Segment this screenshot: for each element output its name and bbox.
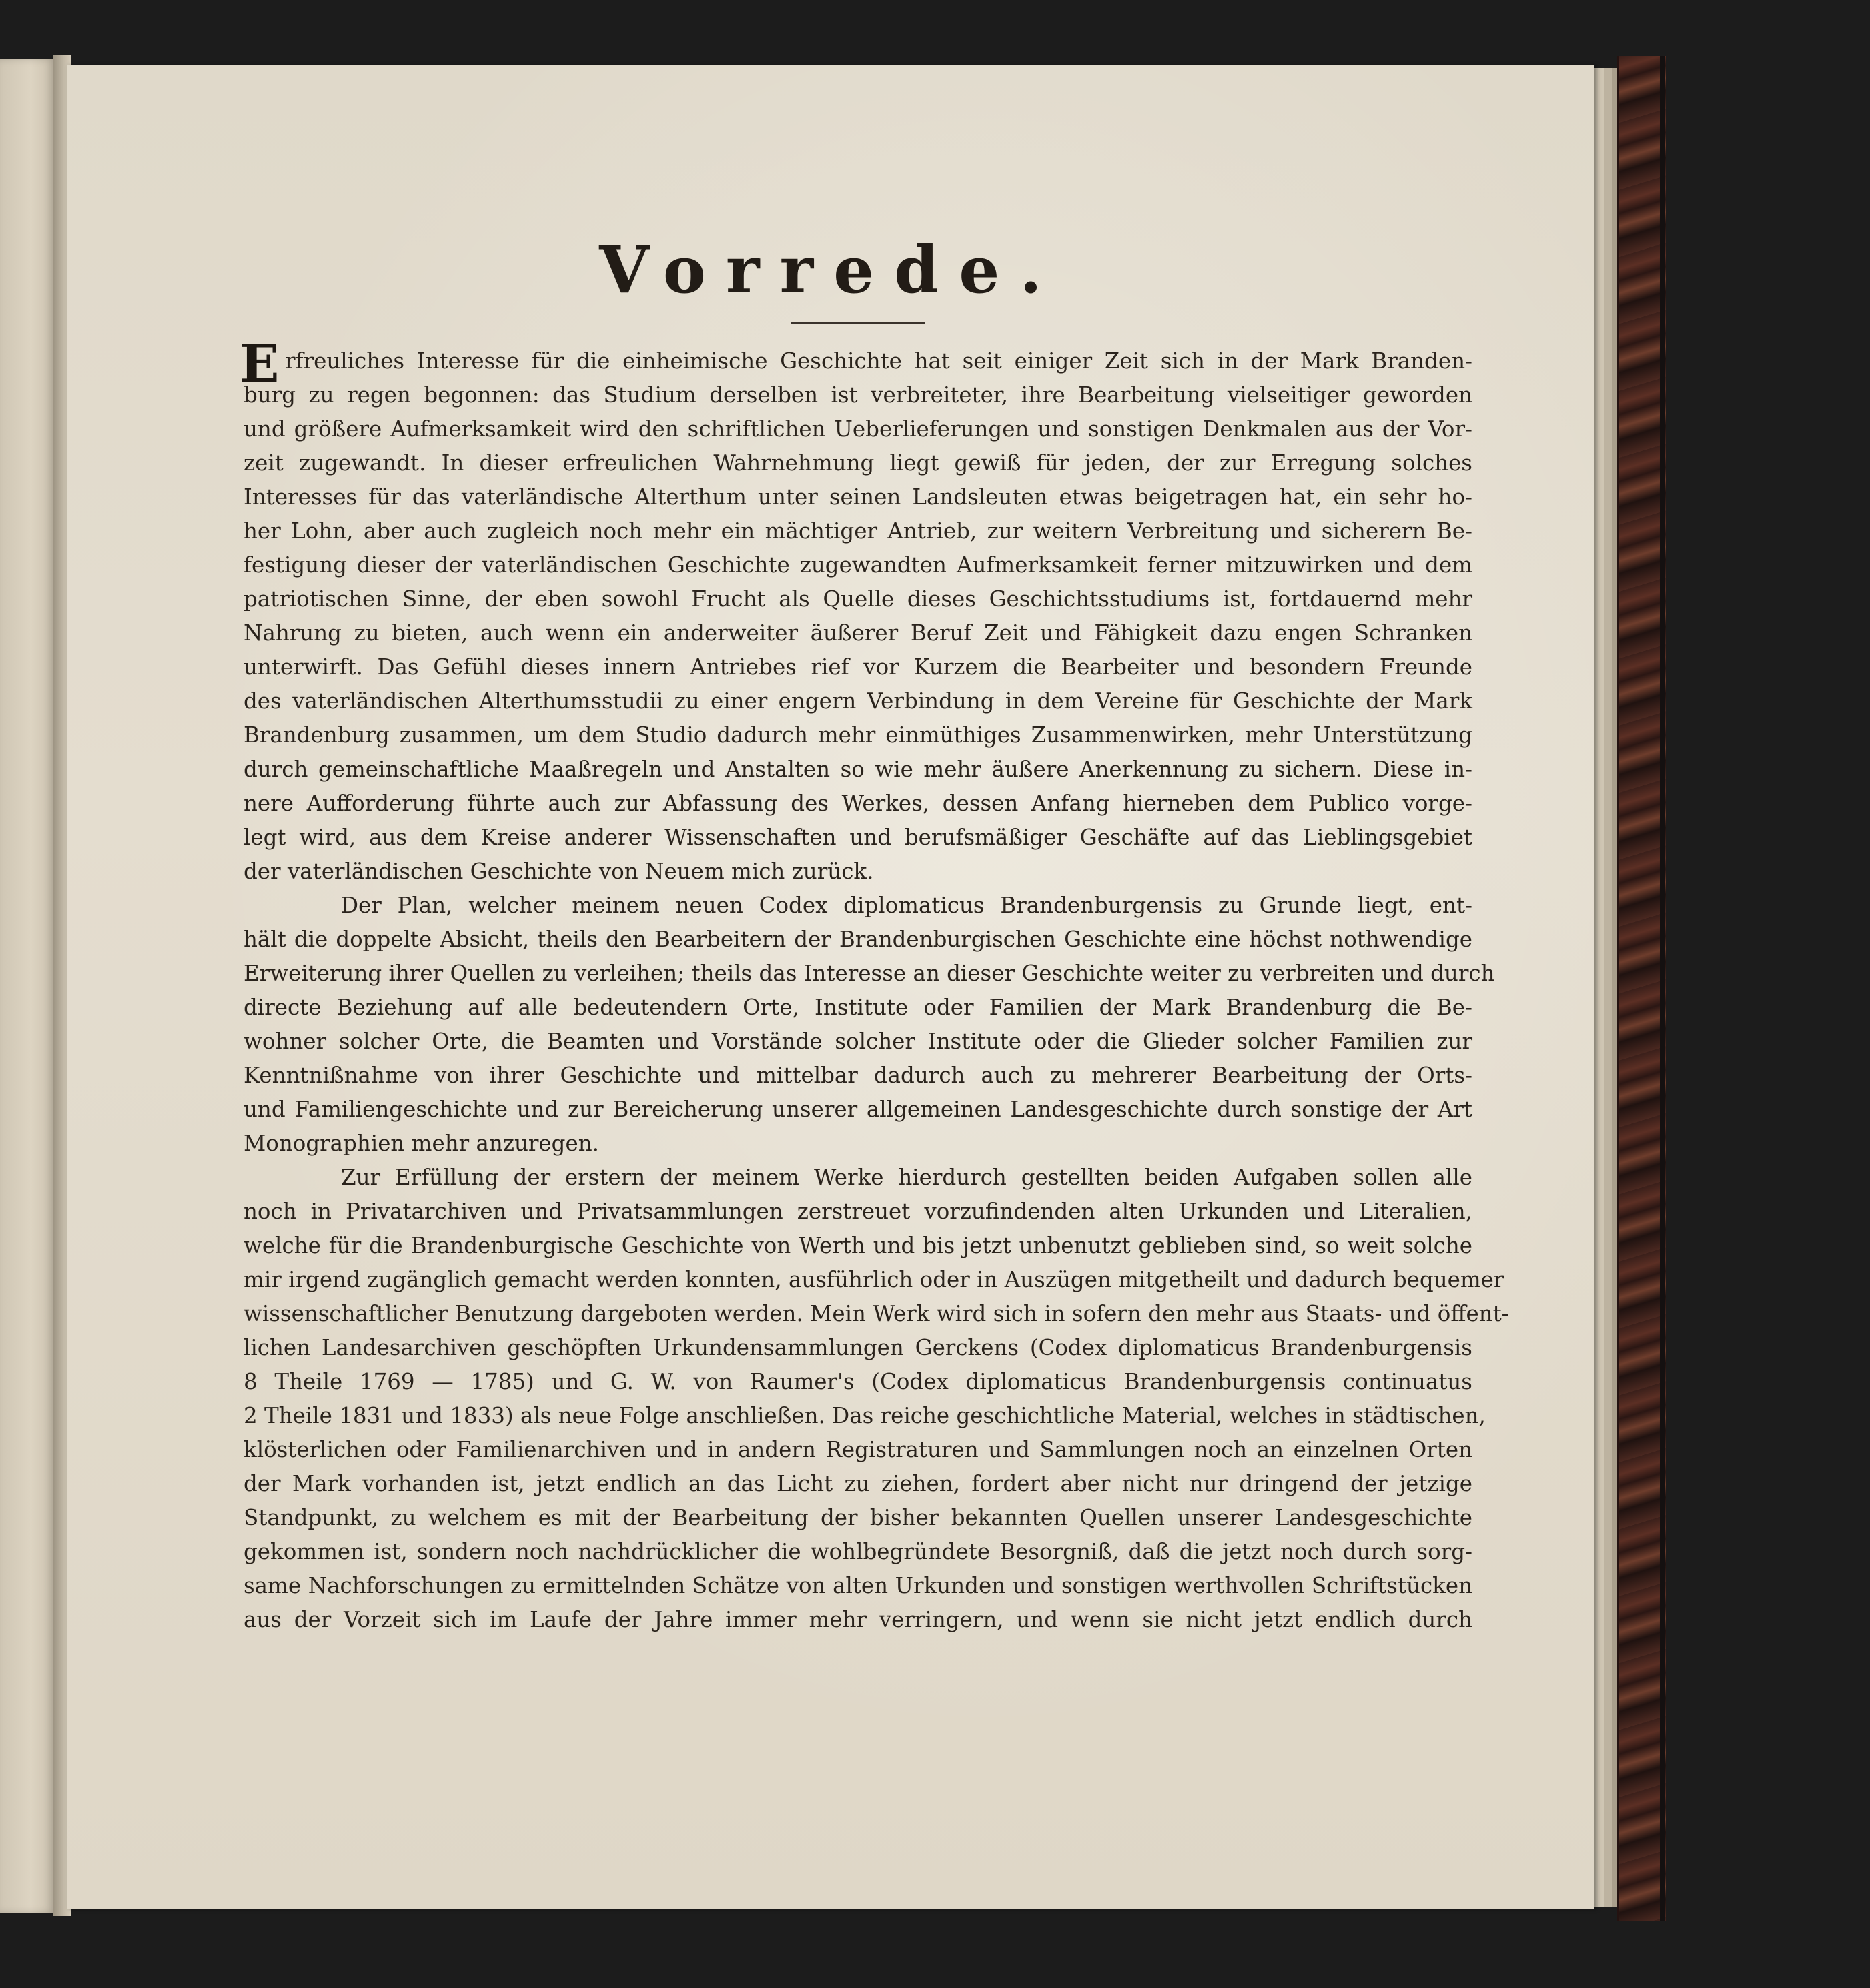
- text-line: 8 Theile 1769 — 1785) und G. W. von Raumer's (Codex diplomaticus Brandenburgensis continuatus: [244, 1369, 1472, 1394]
- text-line: Nahrung zu bieten, auch wenn ein anderweiter äußerer Beruf Zeit und Fähigkeit dazu engen Schranken: [244, 620, 1472, 646]
- text-line: der vaterländischen Geschichte von Neuem mich zurück.: [244, 859, 874, 884]
- text-line: klösterlichen oder Familienarchiven und in andern Registraturen und Sammlungen noch an einzelnen Orten: [244, 1437, 1472, 1462]
- text-line: Der Plan, welcher meinem neuen Codex diplomaticus Brandenburgensis zu Grunde liegt, ent-: [341, 893, 1472, 918]
- text-line: Erweiterung ihrer Quellen zu verleihen; theils das Interesse an dieser Geschichte weiter zu verbreiten und durch: [244, 961, 1495, 986]
- text-line: hält die doppelte Absicht, theils den Bearbeitern der Brandenburgischen Geschichte eine höchst nothwendige: [244, 927, 1472, 952]
- text-line: noch in Privatarchiven und Privatsammlungen zerstreuet vorzufindenden alten Urkunden und Literalien,: [244, 1199, 1472, 1224]
- text-line: legt wird, aus dem Kreise anderer Wissenschaften und berufsmäßiger Geschäfte auf das Lieblingsgebiet: [244, 825, 1472, 850]
- text-line: [240, 334, 1472, 394]
- text-line: her Lohn, aber auch zugleich noch mehr ein mächtiger Antrieb, zur weitern Verbreitung und sicherern Be-: [244, 518, 1472, 544]
- text-line: der Mark vorhanden ist, jetzt endlich an das Licht zu ziehen, fordert aber nicht nur dringend der jetzige: [244, 1471, 1472, 1496]
- text-line: aus der Vorzeit sich im Laufe der Jahre immer mehr verringern, und wenn sie nicht jetzt endlich durch: [244, 1607, 1472, 1632]
- facing-page-edge: [0, 59, 56, 1913]
- text-line: wohner solcher Orte, die Beamten und Vorstände solcher Institute oder die Glieder solcher Familien zur: [244, 1029, 1472, 1054]
- text-line: zeit zugewandt. In dieser erfreulichen Wahrnehmung liegt gewiß für jeden, der zur Erregung solches: [244, 450, 1472, 476]
- line-text: rfreuliches Interesse für die einheimische Geschichte hat seit einiger Zeit sich in der Mark Branden-: [285, 348, 1472, 374]
- title-rule: [791, 322, 925, 324]
- drop-cap: E: [240, 334, 280, 394]
- text-line: directe Beziehung auf alle bedeutendern Orte, Institute oder Familien der Mark Brandenburg die Be-: [244, 995, 1472, 1020]
- text-line: Monographien mehr anzuregen.: [244, 1131, 599, 1156]
- text-line: burg zu regen begonnen: das Studium derselben ist verbreiteter, ihre Bearbeitung vielseitiger geworden: [244, 382, 1472, 408]
- text-line: mir irgend zugänglich gemacht werden konnten, ausführlich oder in Auszügen mitgetheilt und dadurch bequemer: [244, 1267, 1504, 1292]
- text-line: und Familiengeschichte und zur Bereicherung unserer allgemeinen Landesgeschichte durch sonstige der Art: [244, 1097, 1472, 1122]
- text-line: wissenschaftlicher Benutzung dargeboten werden. Mein Werk wird sich in sofern den mehr aus Staats- und öffent-: [244, 1301, 1509, 1326]
- text-line: Kenntnißnahme von ihrer Geschichte und mittelbar dadurch auch zu mehrerer Bearbeitung der Orts-: [244, 1063, 1472, 1088]
- text-line: patriotischen Sinne, der eben sowohl Frucht als Quelle dieses Geschichtsstudiums ist, fortdauernd mehr: [244, 586, 1472, 612]
- text-line: festigung dieser der vaterländischen Geschichte zugewandten Aufmerksamkeit ferner mitzuwirken und dem: [244, 552, 1472, 578]
- text-line: 2 Theile 1831 und 1833) als neue Folge anschließen. Das reiche geschichtliche Material, welches in städtischen,: [244, 1403, 1486, 1428]
- body-text: [240, 334, 1509, 1637]
- text-line: Brandenburg zusammen, um dem Studio dadurch mehr einmüthiges Zusammenwirken, mehr Unterstützung: [244, 722, 1472, 748]
- marbled-cover: [1617, 56, 1666, 1921]
- text-line: Standpunkt, zu welchem es mit der Bearbeitung der bisher bekannten Quellen unserer Landesgeschichte: [244, 1505, 1472, 1530]
- text-line: gekommen ist, sondern noch nachdrücklicher die wohlbegründete Besorgniß, daß die jetzt noch durch sorg-: [244, 1539, 1472, 1564]
- text-line: durch gemeinschaftliche Maaßregeln und Anstalten so wie mehr äußere Anerkennung zu sichern. Diese in-: [244, 757, 1472, 782]
- text-line: des vaterländischen Alterthumsstudii zu einer engern Verbindung in dem Vereine für Geschichte der Mark: [244, 688, 1472, 714]
- text-line: und größere Aufmerksamkeit wird den schriftlichen Ueberlieferungen und sonstigen Denkmalen aus der Vor-: [244, 416, 1472, 442]
- text-line: Interesses für das vaterländische Alterthum unter seinen Landsleuten etwas beigetragen hat, ein sehr ho-: [244, 484, 1472, 510]
- book-page: [67, 65, 1594, 1909]
- page-title: Vorrede.: [599, 232, 1062, 308]
- text-line: Zur Erfüllung der erstern der meinem Werke hierdurch gestellten beiden Aufgaben sollen alle: [341, 1165, 1472, 1190]
- cover-edge: [1660, 56, 1665, 1921]
- text-line: same Nachforschungen zu ermittelnden Schätze von alten Urkunden und sonstigen werthvollen Schriftstücken: [244, 1573, 1472, 1598]
- text-line: unterwirft. Das Gefühl dieses innern Antriebes rief vor Kurzem die Bearbeiter und besondern Freunde: [244, 654, 1472, 680]
- text-line: nere Aufforderung führte auch zur Abfassung des Werkes, dessen Anfang hierneben dem Publico vorge-: [244, 791, 1472, 816]
- text-line: welche für die Brandenburgische Geschichte von Werth und bis jetzt unbenutzt geblieben sind, so weit solche: [244, 1233, 1472, 1258]
- text-line: lichen Landesarchiven geschöpften Urkundensammlungen Gerckens (Codex diplomaticus Brandenburgensis: [244, 1335, 1472, 1360]
